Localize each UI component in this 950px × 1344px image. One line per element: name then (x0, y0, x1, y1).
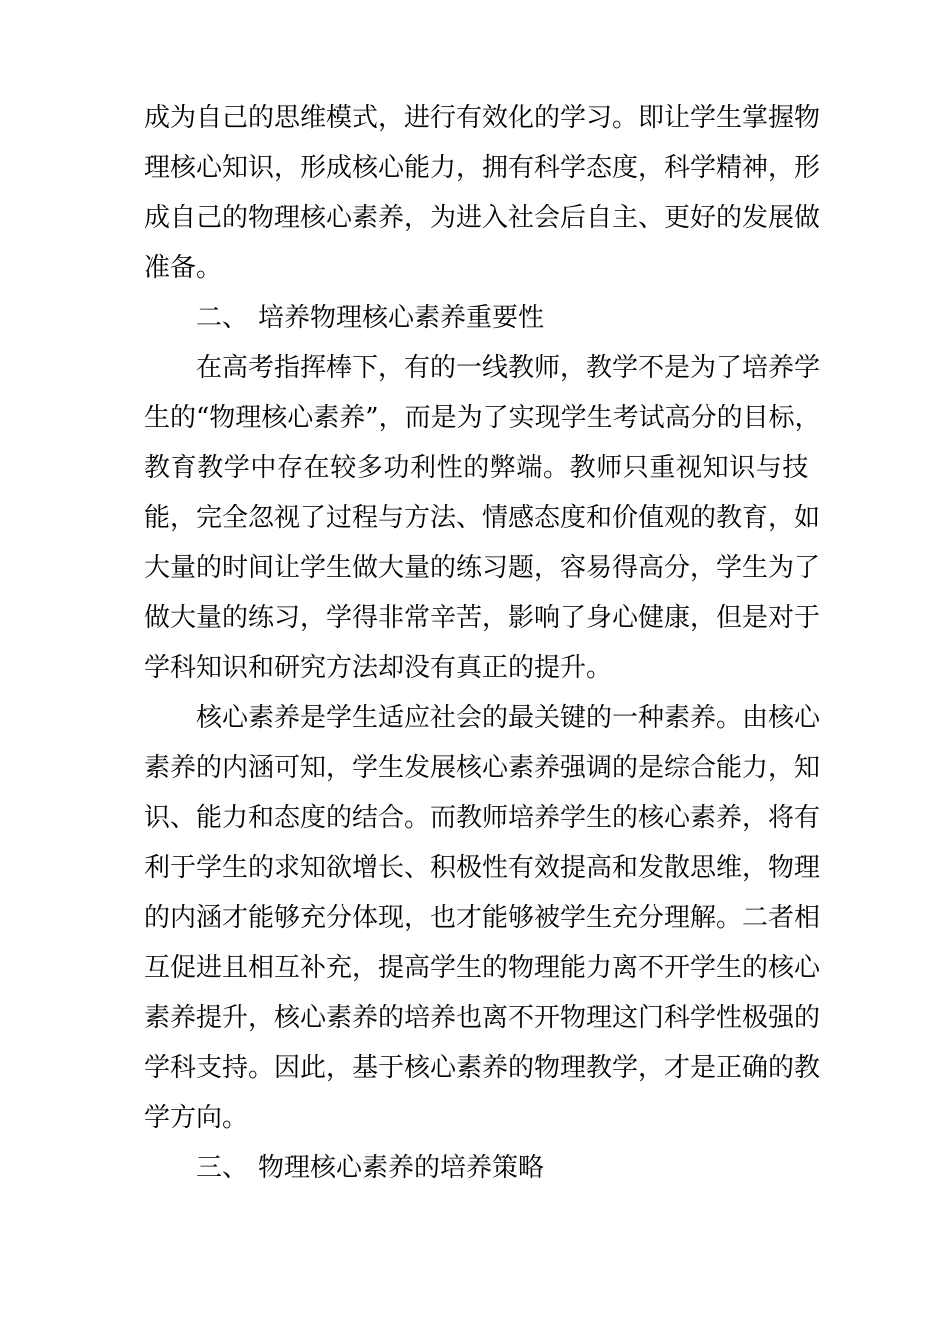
section-title: 培养物理核心素养重要性 (258, 303, 545, 333)
section-title: 物理核心素养的培养策略 (258, 1153, 545, 1183)
paragraph-line: 互促进且相互补充，提高学生的物理能力离不开学生的核心 (144, 953, 821, 983)
paragraph-line: 成为自己的思维模式，进行有效化的学习。即让学生掌握物 (144, 103, 821, 133)
section-number: 二、 (196, 303, 249, 333)
section-number: 三、 (196, 1153, 249, 1183)
paragraph-line: 生的“物理核心素养”，而是为了实现学生考试高分的目标， (144, 403, 821, 433)
paragraph-line: 在高考指挥棒下，有的一线教师，教学不是为了培养学 (196, 353, 821, 383)
paragraph-line: 理核心知识，形成核心能力，拥有科学态度，科学精神，形 (144, 153, 821, 183)
paragraph-line: 的内涵才能够充分体现，也才能够被学生充分理解。二者相 (144, 903, 821, 933)
paragraph-line: 核心素养是学生适应社会的最关键的一种素养。由核心 (196, 703, 821, 733)
paragraph-line: 利于学生的求知欲增长、积极性有效提高和发散思维，物理 (144, 853, 821, 883)
paragraph-line: 准备。 (144, 253, 223, 283)
paragraph-line: 能，完全忽视了过程与方法、情感态度和价值观的教育，如 (144, 503, 821, 533)
paragraph-line: 做大量的练习，学得非常辛苦，影响了身心健康，但是对于 (144, 603, 821, 633)
paragraph-line: 素养提升，核心素养的培养也离不开物理这门科学性极强的 (144, 1003, 821, 1033)
paragraph-line: 大量的时间让学生做大量的练习题，容易得高分，学生为了 (144, 553, 821, 583)
paragraph-line: 教育教学中存在较多功利性的弊端。教师只重视知识与技 (144, 453, 810, 483)
paragraph-line: 学科支持。因此，基于核心素养的物理教学，才是正确的教 (144, 1053, 821, 1083)
paragraph-line: 素养的内涵可知，学生发展核心素养强调的是综合能力，知 (144, 753, 821, 783)
section-heading-3 (196, 1149, 544, 1187)
section-heading-2 (196, 299, 544, 337)
paragraph-line: 学方向。 (144, 1103, 249, 1133)
paragraph-line: 成自己的物理核心素养，为进入社会后自主、更好的发展做 (144, 203, 821, 233)
paragraph-line: 识、能力和态度的结合。而教师培养学生的核心素养，将有 (144, 803, 821, 833)
paragraph-line: 学科知识和研究方法却没有真正的提升。 (144, 653, 613, 683)
